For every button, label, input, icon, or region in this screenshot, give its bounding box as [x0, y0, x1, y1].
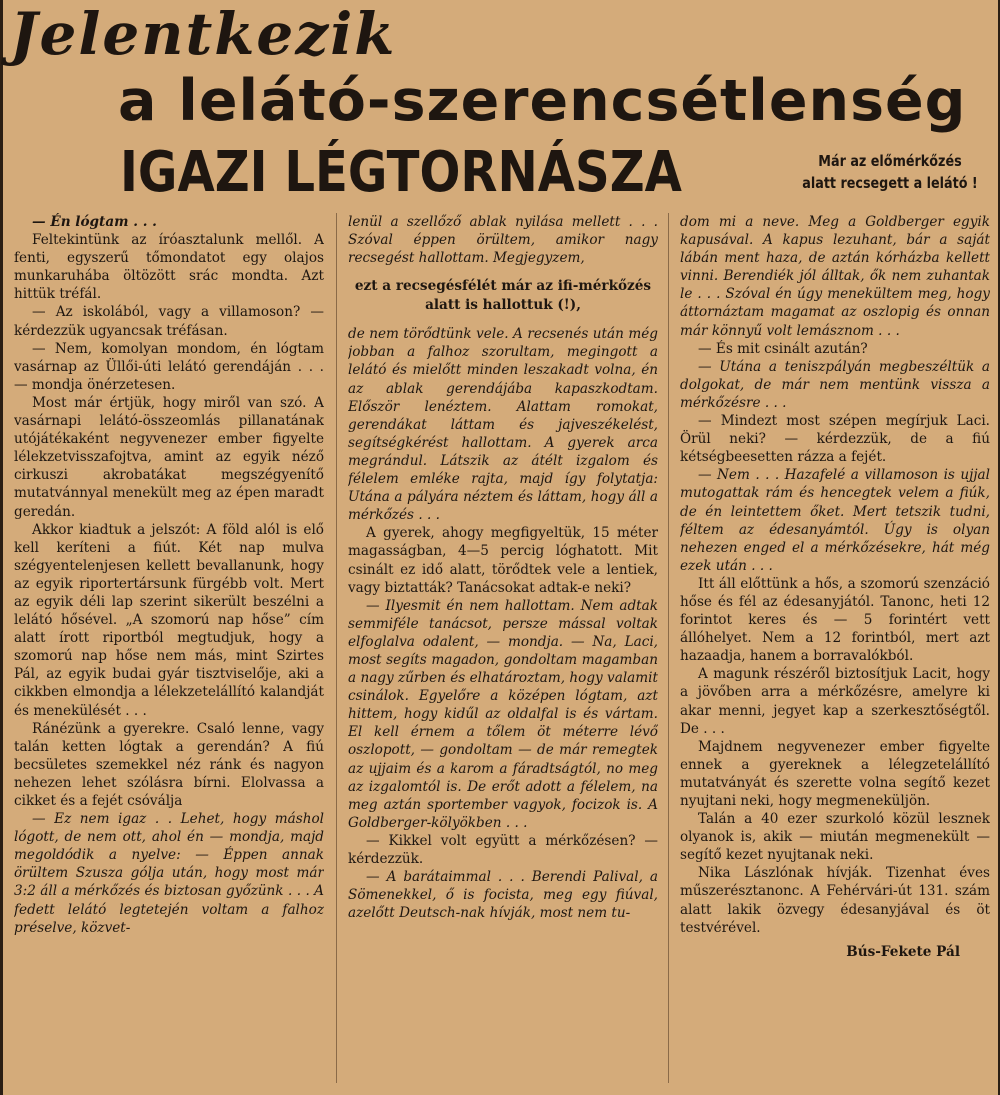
paragraph: — Ilyesmit én nem hallottam. Nem adtak semmiféle tanácsot, persze mással voltak elfoglalva odalent, — mondja. — Na, Laci, most segíts magadon, gondoltam magamban a nagy zűrben és elhatároztam, hogy valamit csinálok. Egyelőre a középen lógtam, azt hittem, hogy kidűl az oldalfal is és vártam. El kell érnem a tőlem öt méterre lévő oszlopott, — gondoltam — de már remegtek az ujjaim és a karom a fáradtságtól, no meg az izgalomtól is. De erőt adott a félelem, na meg aztán sportember vagyok, focizok is. A Goldberger-kölyökben . . .	[348, 597, 658, 831]
paragraph: dom mi a neve. Meg a Goldberger egyik kapusával. A kapus lezuhant, bár a saját lábán ment haza, de aztán kórházba kellett vinni. Berendiék jól álltak, ők nem zuhantak le . . . Szóval én úgy menekültem meg, hogy áttornáztam magamat az oszlopig és onnan már könnyű volt lemásznom . . .	[680, 214, 990, 339]
pull-quote: ezt a recsegésfélét már az ifi-mérkőzés alatt is hallottuk (!),	[354, 278, 652, 314]
paragraph: — Ez nem igaz . . Lehet, hogy máshol lógott, de nem ott, ahol én — mondja, majd megoldódik a nyelve: — Éppen annak örültem Szusza gólja után, hogy most már 3:2 áll a mérkőzés és biztosan győzünk . . . A fedett lelátó legtetején voltam a falhoz préselve, közvet-	[14, 811, 324, 936]
paragraph: Talán a 40 ezer szurkoló közül lesznek olyanok is, akik — miután megmenekült — segítő kezet nyujtanak neki.	[680, 811, 990, 864]
paragraph: — Nem, komolyan mondom, én lógtam vasárnap az Üllői-úti lelátó gerendáján . . . — mondja önérzetesen.	[14, 340, 324, 393]
paragraph: — A barátaimmal . . . Berendi Palival, a Sömenekkel, ő is focista, meg egy fiúval, azelőtt Deutsch-nak hívják, most nem tu-	[348, 869, 658, 922]
headline-line-3: IGAZI LÉGTORNÁSZA	[120, 140, 682, 205]
paragraph: A gyerek, ahogy megfigyeltük, 15 méter magasságban, 4—5 percig lóghatott. Mit csinált ez idő alatt, törődtek vele a lentiek, vagy biztatták? Tanácsokat adtak-e neki?	[348, 525, 658, 596]
paragraph: — Utána a teniszpályán megbeszéltük a dolgokat, de már nem mentünk vissza a mérkőzésre . . .	[680, 358, 990, 411]
paragraph: — És mit csinált azután?	[698, 340, 868, 357]
paragraph: Feltekintünk az íróasztalunk mellől. A fenti, egyszerű tőmondatot egy olajos munkaruhába öltözött srác mondta. Azt hittük tréfál.	[14, 232, 324, 303]
article-column-2	[348, 213, 658, 1093]
byline: Bús-Fekete Pál	[846, 943, 960, 960]
headline-line-2: a lelátó-szerencsétlenség	[118, 68, 967, 134]
paragraph: A magunk részéről biztosítjuk Lacit, hogy a jövőben arra a mérkőzésre, amelyre ki akar menni, jegyet kap a szerkesztőségtől. De . . .	[680, 666, 990, 737]
left-column-rule	[0, 0, 3, 1095]
column-divider	[336, 213, 337, 1083]
paragraph: — Az iskolából, vagy a villamoson? — kérdezzük ugyancsak tréfásan.	[14, 304, 324, 339]
paragraph: — Mindezt most szépen megírjuk Laci. Örül neki? — kérdezzük, de a fiú kétségbeesetten rázza a fejét.	[680, 413, 990, 466]
paragraph: — Kikkel volt együtt a mérkőzésen? — kérdezzük.	[348, 832, 658, 867]
paragraph: Majdnem negyvenezer ember figyelte ennek a gyereknek a lélegzetelállító mutatványát és szerette volna segítő kezet nyujtani neki, hogy megmeneküljön.	[680, 738, 990, 809]
paragraph: de nem törődtünk vele. A recsenés után még jobban a falhoz szorultam, megingott a lelátó és mielőtt minden leszakadt volna, én az ablak gerendájába kapaszkodtam. Először lenéztem. Alattam romokat, gerendákat láttam és jajveszékelést, segítségkérést hallottam. A gyerek arca megrándul. Látszik az átélt izgalom és félelem emléke rajta, majd így folytatja: Utána a pályára néztem és láttam, hogy áll a mérkőzés . . .	[348, 326, 658, 524]
paragraph: — Nem . . . Hazafelé a villamoson is ujjal mutogattak rám és hencegtek velem a fiúk, de én leintettem őket. Mert tetszik tudni, féltem az édesanyámtól. Úgy is olyan nehezen enged el a mérkőzésekre, hát még ezek után . . .	[680, 467, 990, 574]
article-column-1	[14, 213, 324, 1093]
paragraph: lenül a szellőző ablak nyilása mellett . . . Szóval éppen örültem, amikor nagy recsegést hallottam. Megjegyzem,	[348, 214, 658, 267]
paragraph: Nika Lászlónak hívják. Tizenhat éves műszerésztanonc. A Fehérvári-út 131. szám alatt lakik özvegy édesanyjával és öt testvérével.	[680, 865, 990, 936]
paragraph: Most már értjük, hogy miről van szó. A vasárnapi lelátó-összeomlás pillanatának utójátékaként negyvenezer ember figyelte lélekzetvisszafojtva, amint az egyik néző cirkuszi akrobatákat megszégyenítő mutatvánnyal menekült meg az épen maradt geredán.	[14, 394, 324, 520]
paragraph: — Én lógtam . . .	[32, 214, 157, 230]
paragraph: Itt áll előttünk a hős, a szomorú szenzáció hőse és fél az édesanyjától. Tanonc, heti 12 forintot keres és — 5 forintért vett állóhelyet. Nem a 12 forintból, mert azt hazaadja, hanem a borravalókból.	[680, 575, 990, 665]
paragraph: Akkor kiadtuk a jelszót: A föld alól is elő kell keríteni a fiút. Két nap mulva szégyentelenjesen kellett bevallanunk, hogy az egyik riportertársunk fürgébb volt. Mert az egyik déli lap szerint sikerült beszélni a lelátó hősével. „A szomorú nap hőse” cím alatt írott riportból megtudjuk, hogy a szomorú nap hőse nem más, mint Szirtes Pál, az egyik budai gyár tisztviselője, aki a cikkben elmondja a lélekzetelállító kalandját és menekülését . . .	[14, 521, 324, 719]
subheadline: Már az előmérkőzés alatt recsegett a lelátó !	[802, 152, 978, 192]
column-divider	[668, 213, 669, 1083]
headline-line-1: Jelentkezik	[10, 0, 397, 68]
article-column-3	[680, 213, 990, 1093]
paragraph: Ránézünk a gyerekre. Csaló lenne, vagy talán ketten lógtak a gerendán? A fiú becsületes szemekkel néz ránk és nagyon nehezen lehet szólásra bírni. Elolvassa a cikket és a fejét csóválja	[14, 720, 324, 809]
